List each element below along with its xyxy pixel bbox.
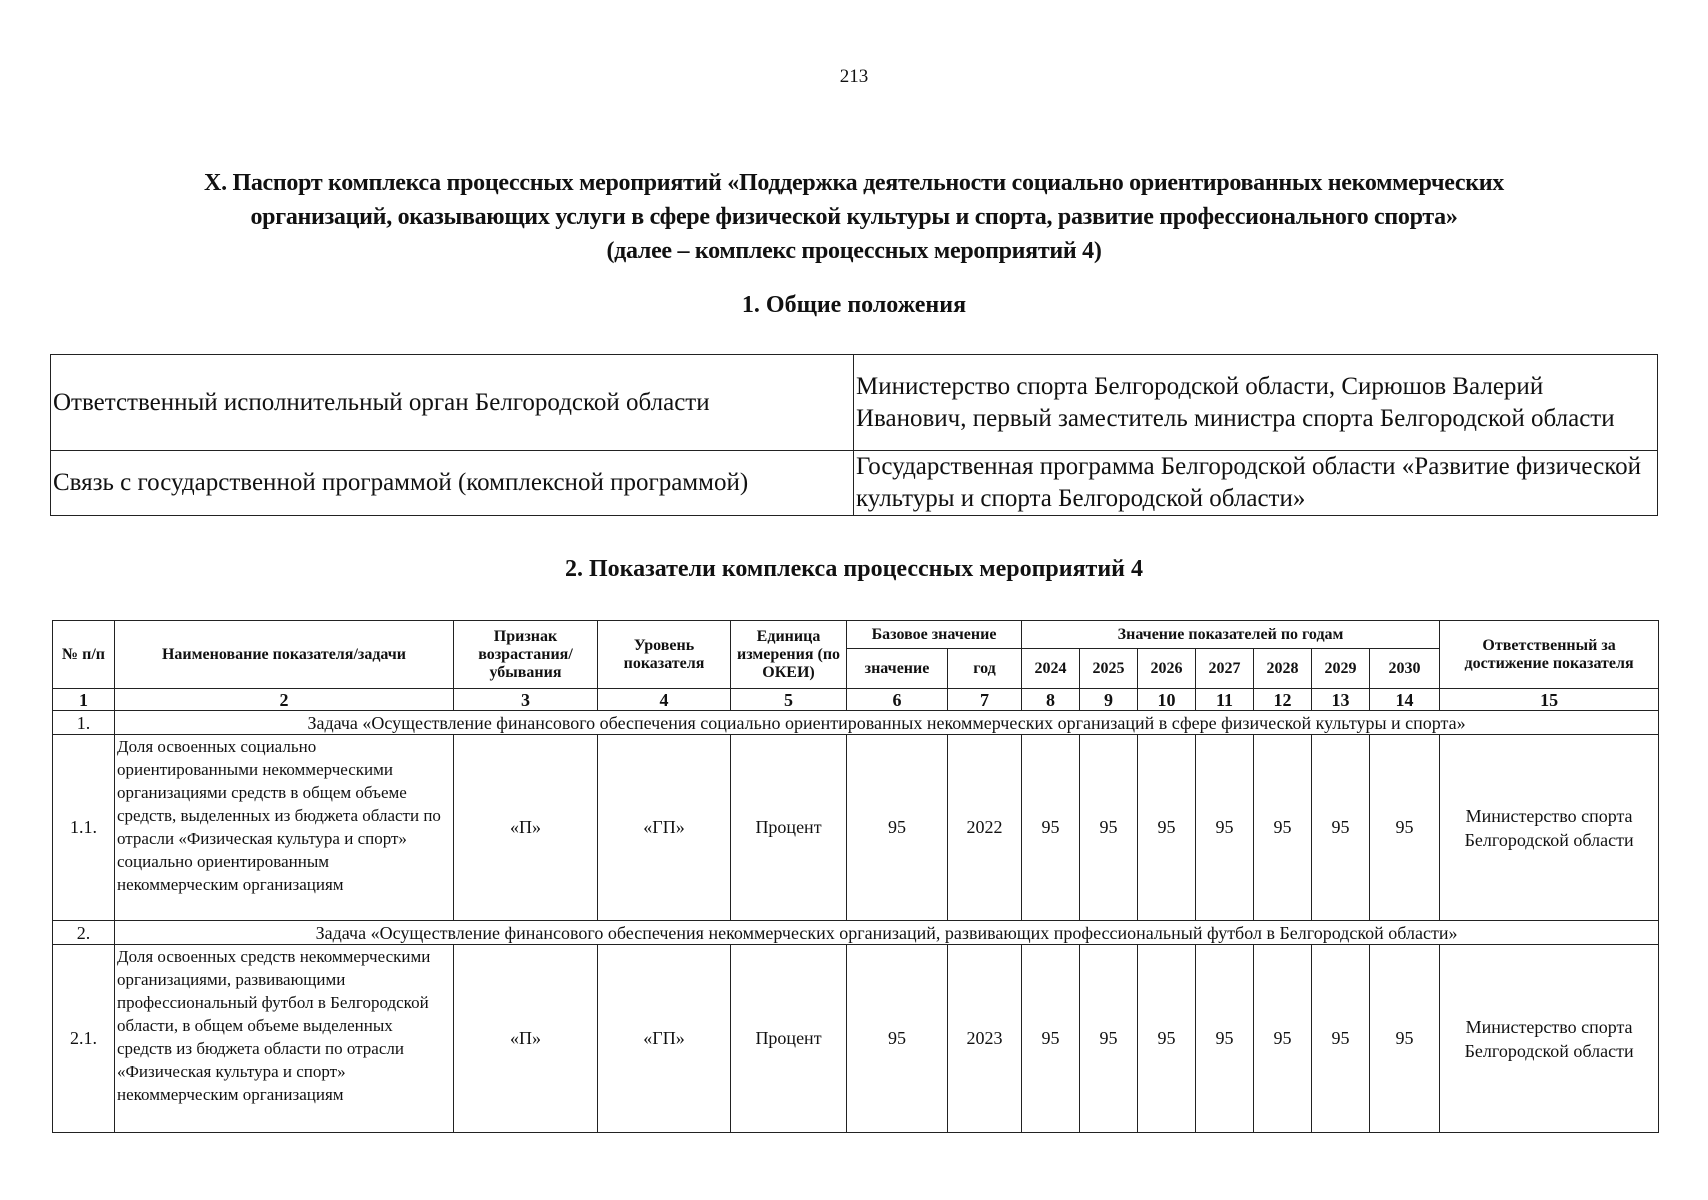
header-name: Наименование показателя/задачи <box>115 621 454 689</box>
title-line-2: организаций, оказывающих услуги в сфере физической культуры и спорта, развитие профессионального спорта» <box>250 204 1458 230</box>
indicator-year-value: 95 <box>1138 945 1196 1133</box>
title-line-3: (далее – комплекс процессных мероприятий 4) <box>606 238 1102 264</box>
indicator-base-value: 95 <box>847 735 948 921</box>
column-number: 13 <box>1312 689 1370 711</box>
column-number: 9 <box>1080 689 1138 711</box>
header-year: 2027 <box>1196 649 1254 689</box>
indicator-year-value: 95 <box>1254 945 1312 1133</box>
page-number: 213 <box>839 66 869 87</box>
header-years-group: Значение показателей по годам <box>1022 621 1440 649</box>
column-number: 6 <box>847 689 948 711</box>
indicator-base-year: 2022 <box>948 735 1022 921</box>
indicator-unit: Процент <box>731 945 847 1133</box>
task-title: Задача «Осуществление финансового обеспечения некоммерческих организаций, развивающих профессиональный футбол в Белгородской области» <box>115 921 1659 945</box>
header-year: 2029 <box>1312 649 1370 689</box>
indicator-year-value: 95 <box>1196 735 1254 921</box>
column-number: 2 <box>115 689 454 711</box>
task-number: 2. <box>53 921 115 945</box>
header-responsible: Ответственный за достижение показателя <box>1440 621 1659 689</box>
indicator-year-value: 95 <box>1370 735 1440 921</box>
general-provisions-table <box>50 354 1658 516</box>
column-number: 4 <box>598 689 731 711</box>
table-row <box>51 451 1658 516</box>
header-level: Уровень показателя <box>598 621 731 689</box>
section-title-general: 1. Общие положения <box>741 292 967 318</box>
indicator-responsible: Министерство спорта Белгородской области <box>1440 735 1659 921</box>
indicator-responsible: Министерство спорта Белгородской области <box>1440 945 1659 1133</box>
header-row <box>53 621 1659 649</box>
header-year: 2028 <box>1254 649 1312 689</box>
header-base: Базовое значение <box>847 621 1022 649</box>
indicator-year-value: 95 <box>1022 735 1080 921</box>
header-unit: Единица измерения (по ОКЕИ) <box>731 621 847 689</box>
column-number: 14 <box>1370 689 1440 711</box>
indicator-row <box>53 945 1659 1133</box>
indicator-number: 1.1. <box>53 735 115 921</box>
task-row <box>53 921 1659 945</box>
indicator-year-value: 95 <box>1138 735 1196 921</box>
indicator-year-value: 95 <box>1080 945 1138 1133</box>
indicator-unit: Процент <box>731 735 847 921</box>
indicator-year-value: 95 <box>1196 945 1254 1133</box>
indicator-year-value: 95 <box>1080 735 1138 921</box>
column-numbers-row <box>53 689 1659 711</box>
indicator-trend: «П» <box>454 945 598 1133</box>
header-year: 2025 <box>1080 649 1138 689</box>
header-year: 2026 <box>1138 649 1196 689</box>
indicator-year-value: 95 <box>1370 945 1440 1133</box>
general-value: Государственная программа Белгородской области «Развитие физической культуры и спорта Белгородской области» <box>854 451 1658 516</box>
document-title <box>60 166 1648 268</box>
header-base-value: значение <box>847 649 948 689</box>
task-number: 1. <box>53 711 115 735</box>
general-value: Министерство спорта Белгородской области, Сирюшов Валерий Иванович, первый заместитель министра спорта Белгородской области <box>854 355 1658 451</box>
task-title: Задача «Осуществление финансового обеспечения социально ориентированных некоммерческих организаций в сфере физической культуры и спорта» <box>115 711 1659 735</box>
indicator-level: «ГП» <box>598 945 731 1133</box>
indicator-level: «ГП» <box>598 735 731 921</box>
general-label: Связь с государственной программой (комплексной программой) <box>51 451 854 516</box>
indicator-trend: «П» <box>454 735 598 921</box>
indicator-base-value: 95 <box>847 945 948 1133</box>
indicator-number: 2.1. <box>53 945 115 1133</box>
indicator-name: Доля освоенных средств некоммерческими организациями, развивающими профессиональный футбол в Белгородской области, в общем объеме выделенных средств из бюджета области по отрасли «Физическая культура и спорт» некоммерческим организациям <box>115 945 454 1133</box>
header-num: № п/п <box>53 621 115 689</box>
indicator-base-year: 2023 <box>948 945 1022 1133</box>
column-number: 15 <box>1440 689 1659 711</box>
general-label: Ответственный исполнительный орган Белгородской области <box>51 355 854 451</box>
indicator-year-value: 95 <box>1254 735 1312 921</box>
column-number: 1 <box>53 689 115 711</box>
header-base-year: год <box>948 649 1022 689</box>
title-line-1: X. Паспорт комплекса процессных мероприятий «Поддержка деятельности социально ориентированных некоммерческих <box>204 170 1504 196</box>
column-number: 12 <box>1254 689 1312 711</box>
column-number: 8 <box>1022 689 1080 711</box>
header-year: 2030 <box>1370 649 1440 689</box>
column-number: 5 <box>731 689 847 711</box>
header-year: 2024 <box>1022 649 1080 689</box>
indicator-row <box>53 735 1659 921</box>
column-number: 7 <box>948 689 1022 711</box>
column-number: 10 <box>1138 689 1196 711</box>
task-row <box>53 711 1659 735</box>
column-number: 3 <box>454 689 598 711</box>
indicators-table <box>52 620 1659 1133</box>
column-number: 11 <box>1196 689 1254 711</box>
indicator-year-value: 95 <box>1022 945 1080 1133</box>
header-trend: Признак возрастания/ убывания <box>454 621 598 689</box>
section-title-indicators: 2. Показатели комплекса процессных мероприятий 4 <box>564 556 1143 582</box>
indicator-year-value: 95 <box>1312 945 1370 1133</box>
indicator-name: Доля освоенных социально ориентированными некоммерческими организациями средств в общем объеме средств, выделенных из бюджета области по отрасли «Физическая культура и спорт» социально ориентированным некоммерческим организациям <box>115 735 454 921</box>
table-row <box>51 355 1658 451</box>
indicator-year-value: 95 <box>1312 735 1370 921</box>
